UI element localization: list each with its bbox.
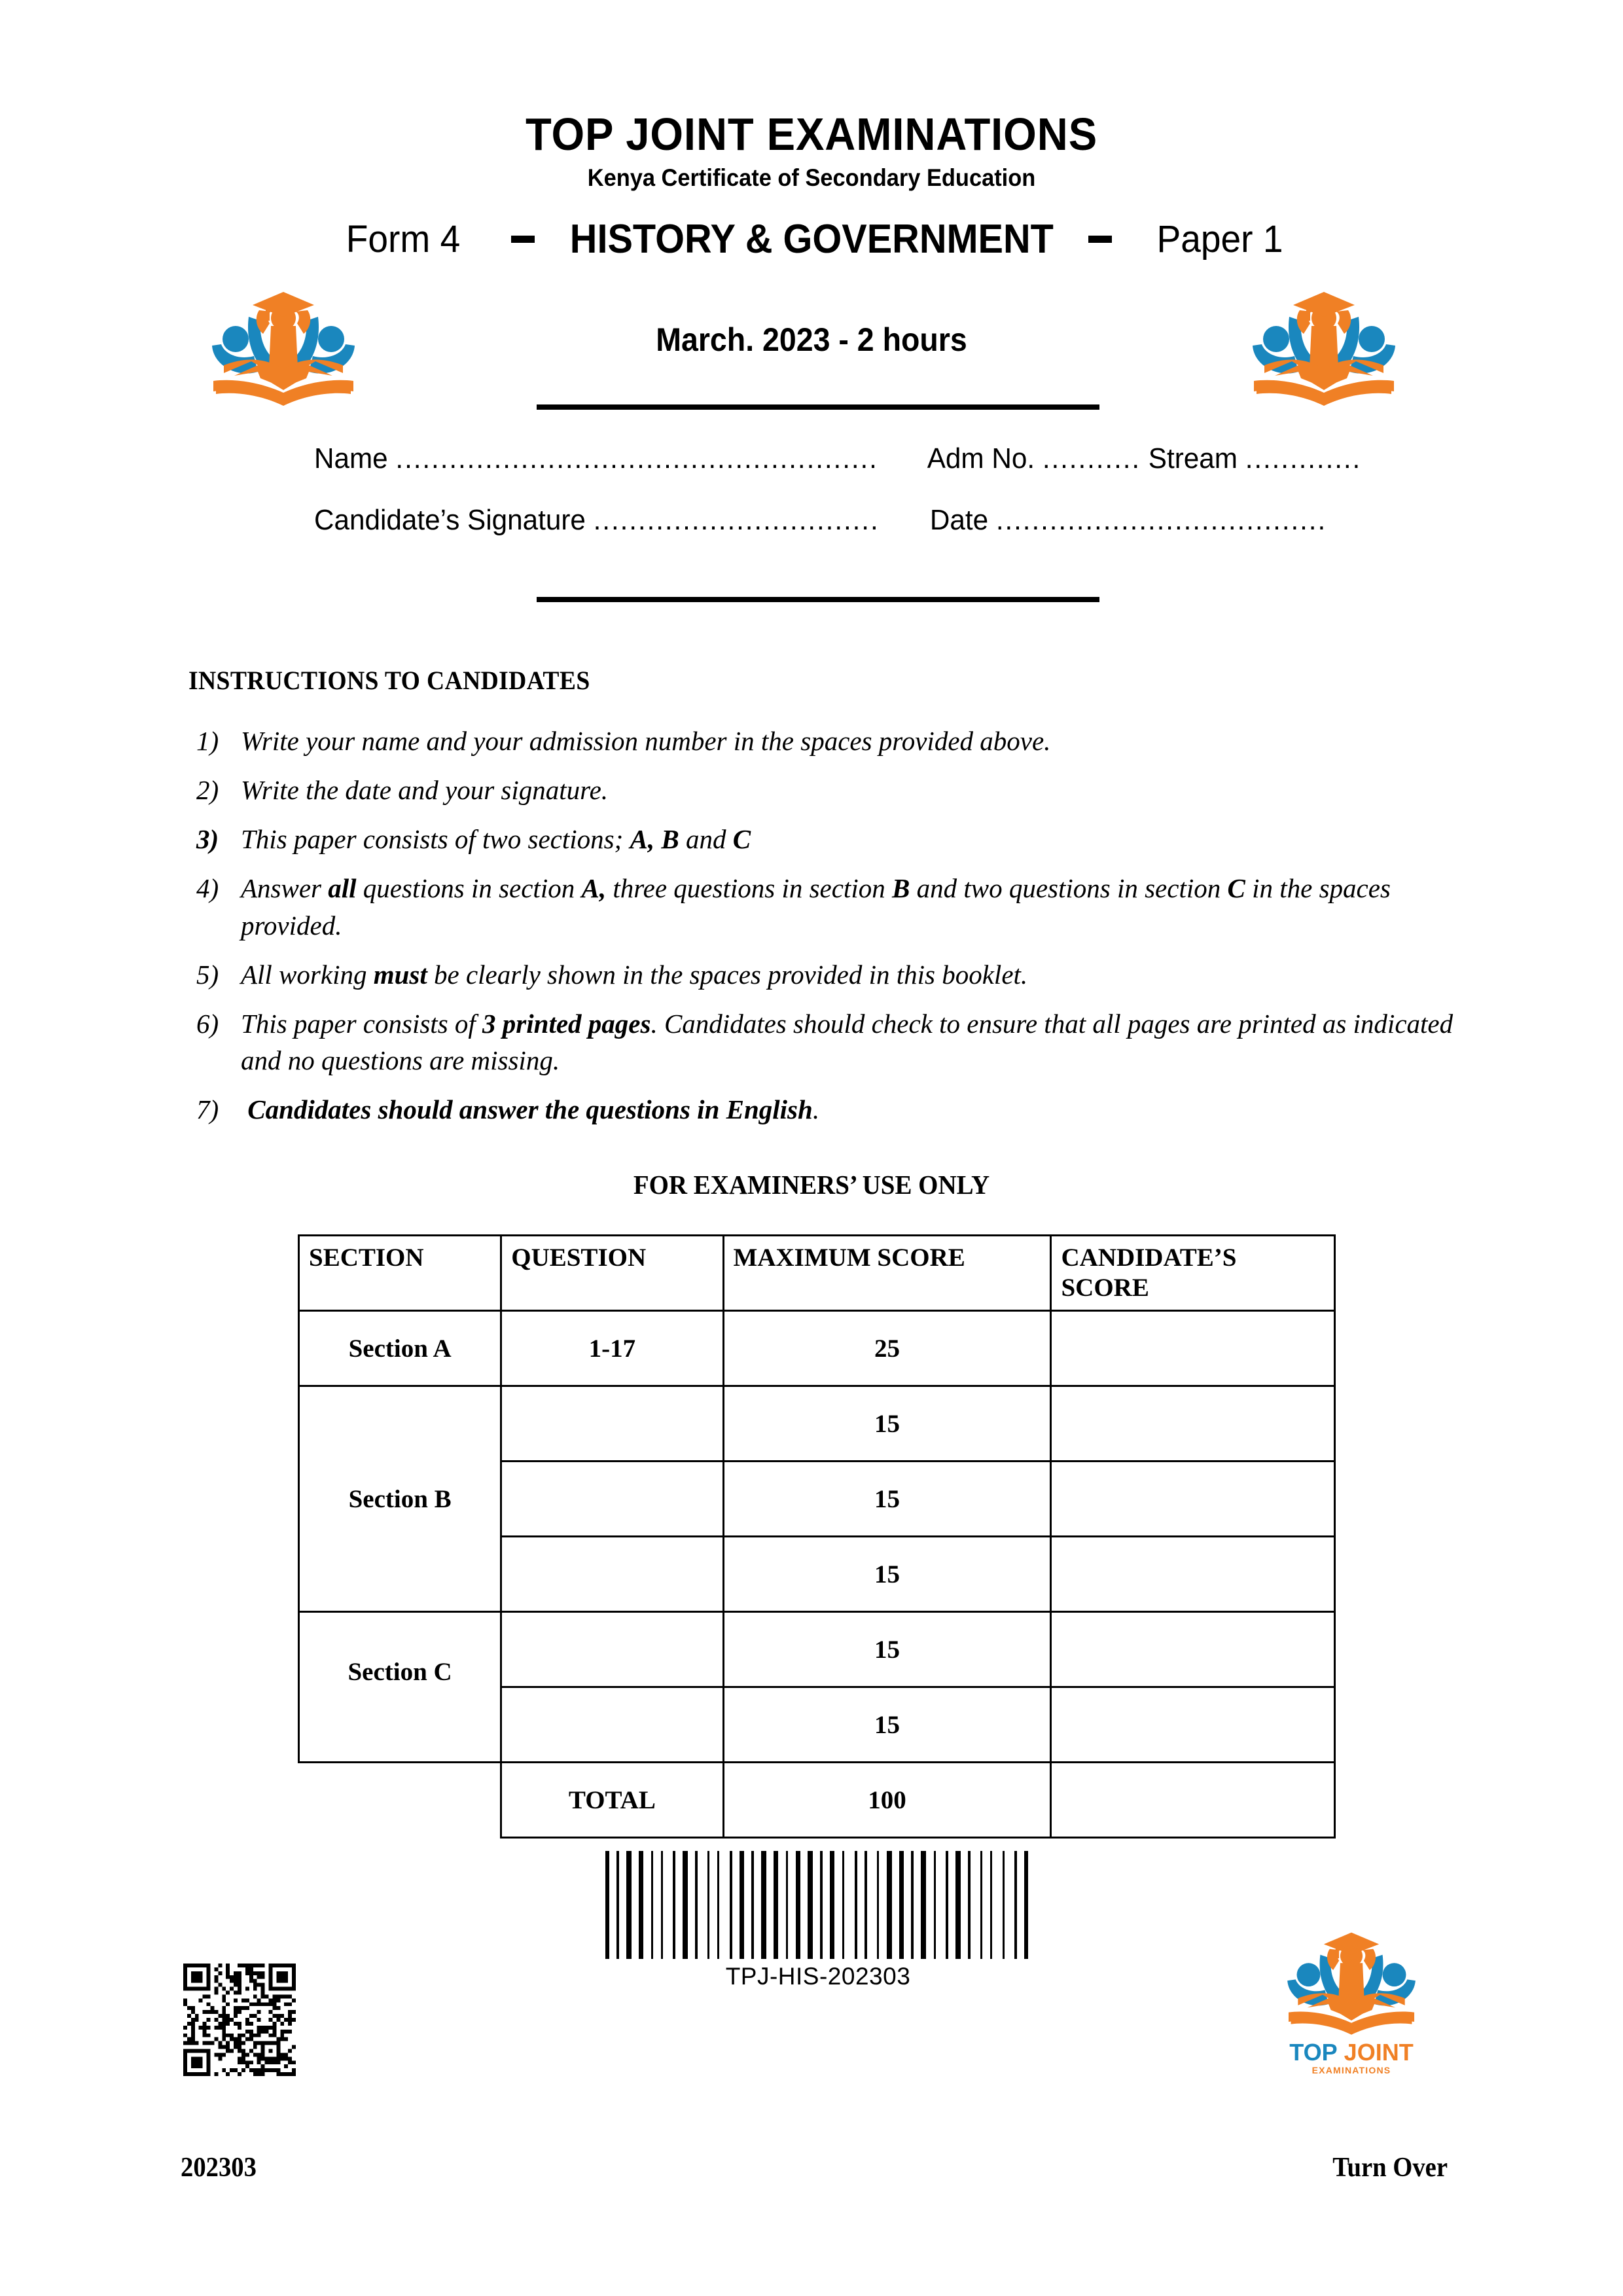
column-header-maximum-score: MAXIMUM SCORE: [723, 1236, 1051, 1311]
divider-above-candidate-fields: [537, 404, 1099, 410]
row-b2-max: 15: [723, 1462, 1051, 1537]
barcode-bar: [757, 1851, 758, 1959]
date-duration: March. 2023 - 2 hours: [656, 321, 967, 358]
barcode-bar: [1003, 1851, 1005, 1959]
barcode-bar: [673, 1851, 675, 1959]
candidate-fields: [314, 442, 1440, 565]
barcode-bar: [616, 1851, 619, 1959]
instruction-item: [196, 1005, 1472, 1079]
barcode-bar: [877, 1851, 879, 1959]
total-candidate-score[interactable]: [1051, 1763, 1335, 1838]
barcode-bar: [820, 1851, 823, 1959]
barcode-bar: [639, 1851, 643, 1959]
row-c2-score[interactable]: [1051, 1687, 1335, 1763]
barcode-bar: [938, 1851, 943, 1959]
instruction-number: 5): [196, 959, 219, 990]
table-row: [299, 1612, 1335, 1687]
barcode-bar: [1024, 1851, 1028, 1959]
signature-field-line: [314, 504, 1395, 537]
total-row-blank-cell: [299, 1763, 501, 1838]
barcode-bar: [955, 1851, 961, 1959]
barcode-bar: [815, 1851, 817, 1959]
wordmark-top: TOP: [1289, 2039, 1338, 2066]
instruction-item: [196, 1091, 1472, 1128]
barcode-bar: [796, 1851, 800, 1959]
barcode-bar: [911, 1851, 914, 1959]
section-c-text: Section C: [348, 1657, 452, 1686]
barcode-bar: [735, 1851, 737, 1959]
logo-wordmark: [1283, 2041, 1420, 2075]
instructions-title: INSTRUCTIONS TO CANDIDATES: [188, 666, 590, 695]
barcode-bar: [825, 1851, 827, 1959]
footer-code: 202303: [181, 2153, 257, 2183]
barcode-bar: [951, 1851, 953, 1959]
column-header-section: SECTION: [299, 1236, 501, 1311]
barcode-bar: [747, 1851, 749, 1959]
barcode-bar: [895, 1851, 897, 1959]
table-row: [299, 1311, 1335, 1386]
barcode-bar: [690, 1851, 692, 1959]
barcode-bar: [634, 1851, 636, 1959]
qr-code-icon: [183, 1964, 296, 2076]
barcode-bar: [916, 1851, 918, 1959]
barcode-bar: [963, 1851, 965, 1959]
instruction-item: [196, 870, 1472, 943]
barcode-bar: [712, 1851, 715, 1959]
barcode-bar: [730, 1851, 732, 1959]
subject-wrap: [511, 216, 1113, 262]
instruction-text: This paper consists of 3 printed pages. Candidates should check to ensure that all pages are printed as indicated and no questions are missing.: [241, 1008, 1454, 1076]
barcode-bar: [751, 1851, 754, 1959]
barcode-bar: [803, 1851, 805, 1959]
row-b3-score[interactable]: [1051, 1537, 1335, 1612]
barcode-bar: [661, 1851, 663, 1959]
top-joint-logo-right-icon: [1249, 283, 1399, 410]
barcode-bar: [808, 1851, 813, 1959]
row-b1-question[interactable]: [501, 1386, 723, 1462]
top-joint-logo-bottom-icon: [1283, 1924, 1420, 2039]
barcode-bar: [700, 1851, 705, 1959]
barcode-bar: [887, 1851, 892, 1959]
stream-label: Stream: [1148, 442, 1238, 475]
barcode-bar: [791, 1851, 793, 1959]
barcode-bar: [899, 1851, 904, 1959]
footer-turn-over: Turn Over: [1332, 2153, 1448, 2183]
row-section-a-question: 1-17: [501, 1311, 723, 1386]
barcode-bar: [1020, 1851, 1022, 1959]
barcode-bar: [786, 1851, 788, 1959]
barcode-bar: [651, 1851, 653, 1959]
barcode-bar: [929, 1851, 931, 1959]
barcode-bar: [995, 1851, 1000, 1959]
name-input[interactable]: ......................................................: [395, 442, 878, 475]
barcode-bar: [626, 1851, 632, 1959]
instruction-number: 2): [196, 775, 219, 806]
instruction-number: 1): [196, 726, 219, 756]
barcode-bar: [921, 1851, 926, 1959]
column-header-candidate-score: [1051, 1236, 1335, 1311]
instruction-text: Candidates should answer the questions in English.: [241, 1094, 820, 1125]
barcode-bar: [985, 1851, 988, 1959]
barcode-bar: [678, 1851, 680, 1959]
barcode-bar: [837, 1851, 840, 1959]
signature-input[interactable]: ................................: [593, 504, 880, 536]
barcode-bar: [830, 1851, 834, 1959]
barcode-bar: [646, 1851, 649, 1959]
wordmark-joint: JOINT: [1344, 2039, 1414, 2066]
barcode-bar: [980, 1851, 982, 1959]
barcode-bar: [622, 1851, 624, 1959]
barcode-bar: [934, 1851, 936, 1959]
instruction-text: Answer all questions in section A, three questions in section B and two questions in section C in the spaces provided.: [241, 873, 1391, 941]
instruction-text: All working must be clearly shown in the spaces provided in this booklet.: [241, 959, 1028, 990]
row-b1-score[interactable]: [1051, 1386, 1335, 1462]
total-label: TOTAL: [501, 1763, 723, 1838]
dash-left-icon: [511, 236, 535, 243]
instruction-text: This paper consists of two sections; A, B and C: [241, 824, 751, 855]
row-section-a-label: Section A: [299, 1311, 501, 1386]
instruction-number: 6): [196, 1008, 219, 1039]
instruction-item: [196, 821, 1472, 857]
barcode-bar: [612, 1851, 614, 1959]
barcode-bar: [882, 1851, 884, 1959]
barcode-bar: [860, 1851, 862, 1959]
barcode-bar: [605, 1851, 609, 1959]
header-block: [0, 111, 1623, 192]
row-b3-max: 15: [723, 1537, 1051, 1612]
candidate-score-line2: SCORE: [1061, 1274, 1149, 1302]
barcode-label: TPJ-HIS-202303: [725, 1963, 911, 1990]
column-header-question: QUESTION: [501, 1236, 723, 1311]
barcode-image: [589, 1851, 1047, 1959]
divider-below-candidate-fields: [537, 597, 1099, 602]
paper-label: Paper 1: [1156, 218, 1283, 260]
total-max-score: 100: [723, 1763, 1051, 1838]
form-label: Form 4: [346, 218, 460, 260]
adm-no-input[interactable]: ...........: [1042, 442, 1141, 475]
barcode-bar: [870, 1851, 874, 1959]
row-b2-score[interactable]: [1051, 1462, 1335, 1537]
instruction-number: 7): [196, 1094, 219, 1125]
date-label: Date: [929, 504, 989, 536]
row-c2-question[interactable]: [501, 1687, 723, 1763]
stream-input[interactable]: .............: [1245, 442, 1362, 475]
barcode-bar: [1007, 1851, 1012, 1959]
examiners-table-title: FOR EXAMINERS’ USE ONLY: [633, 1170, 990, 1200]
adm-no-label: Adm No.: [927, 442, 1035, 475]
table-row: [299, 1386, 1335, 1462]
instruction-text: Write the date and your signature.: [241, 775, 609, 806]
barcode-bar: [683, 1851, 688, 1959]
barcode-bar: [865, 1851, 867, 1959]
barcode-bar: [761, 1851, 766, 1959]
name-field-line: [314, 442, 1395, 475]
instruction-text: Write your name and your admission number in the spaces provided above.: [241, 726, 1051, 756]
barcode-bar: [906, 1851, 908, 1959]
barcode-bar: [656, 1851, 658, 1959]
candidate-score-line1: CANDIDATE’S: [1061, 1244, 1237, 1272]
instructions-list: [196, 723, 1472, 1140]
certificate-subtitle: Kenya Certificate of Secondary Education: [587, 164, 1036, 192]
instruction-number: 4): [196, 873, 219, 904]
dash-right-icon: [1088, 236, 1112, 243]
wordmark-main: [1283, 2041, 1420, 2064]
row-c1-question[interactable]: [501, 1612, 723, 1687]
name-label: Name: [314, 442, 388, 475]
wordmark-sub: EXAMINATIONS: [1311, 2065, 1391, 2075]
barcode-bar: [946, 1851, 948, 1959]
subject-title: HISTORY & GOVERNMENT: [569, 217, 1054, 262]
barcode-bar: [1014, 1851, 1017, 1959]
barcode-bar: [781, 1851, 783, 1959]
barcode-bar: [973, 1851, 978, 1959]
barcode-block: [589, 1851, 1047, 1990]
subject-row: [0, 216, 1623, 262]
table-header-row: [299, 1236, 1335, 1311]
examiners-score-table: [298, 1234, 1336, 1839]
barcode-bar: [722, 1851, 727, 1959]
organisation-title: TOP JOINT EXAMINATIONS: [525, 109, 1098, 160]
barcode-bar: [847, 1851, 852, 1959]
instruction-item: [196, 956, 1472, 993]
row-section-c-label: [299, 1612, 501, 1763]
barcode-bar: [769, 1851, 771, 1959]
top-joint-logo-bottom: [1283, 1924, 1420, 2075]
row-section-b-label: Section B: [299, 1386, 501, 1612]
barcode-bar: [855, 1851, 857, 1959]
row-c1-max: 15: [723, 1612, 1051, 1687]
barcode-bar: [740, 1851, 744, 1959]
barcode-bar: [990, 1851, 992, 1959]
barcode-bar: [707, 1851, 709, 1959]
row-section-a-score[interactable]: [1051, 1311, 1335, 1386]
barcode-bar: [968, 1851, 971, 1959]
barcode-bar: [774, 1851, 778, 1959]
row-c1-score[interactable]: [1051, 1612, 1335, 1687]
top-joint-logo-left-icon: [208, 283, 359, 410]
row-b3-question[interactable]: [501, 1537, 723, 1612]
signature-label: Candidate’s Signature: [314, 504, 586, 536]
barcode-bar: [695, 1851, 698, 1959]
date-input[interactable]: .....................................: [995, 504, 1327, 536]
row-b2-question[interactable]: [501, 1462, 723, 1537]
table-total-row: [299, 1763, 1335, 1838]
instruction-item: [196, 723, 1472, 759]
row-section-a-max: 25: [723, 1311, 1051, 1386]
row-b1-max: 15: [723, 1386, 1051, 1462]
row-c2-max: 15: [723, 1687, 1051, 1763]
barcode-bar: [666, 1851, 670, 1959]
barcode-bar: [842, 1851, 844, 1959]
instruction-number: 3): [196, 824, 219, 855]
instruction-item: [196, 772, 1472, 808]
barcode-bar: [717, 1851, 719, 1959]
